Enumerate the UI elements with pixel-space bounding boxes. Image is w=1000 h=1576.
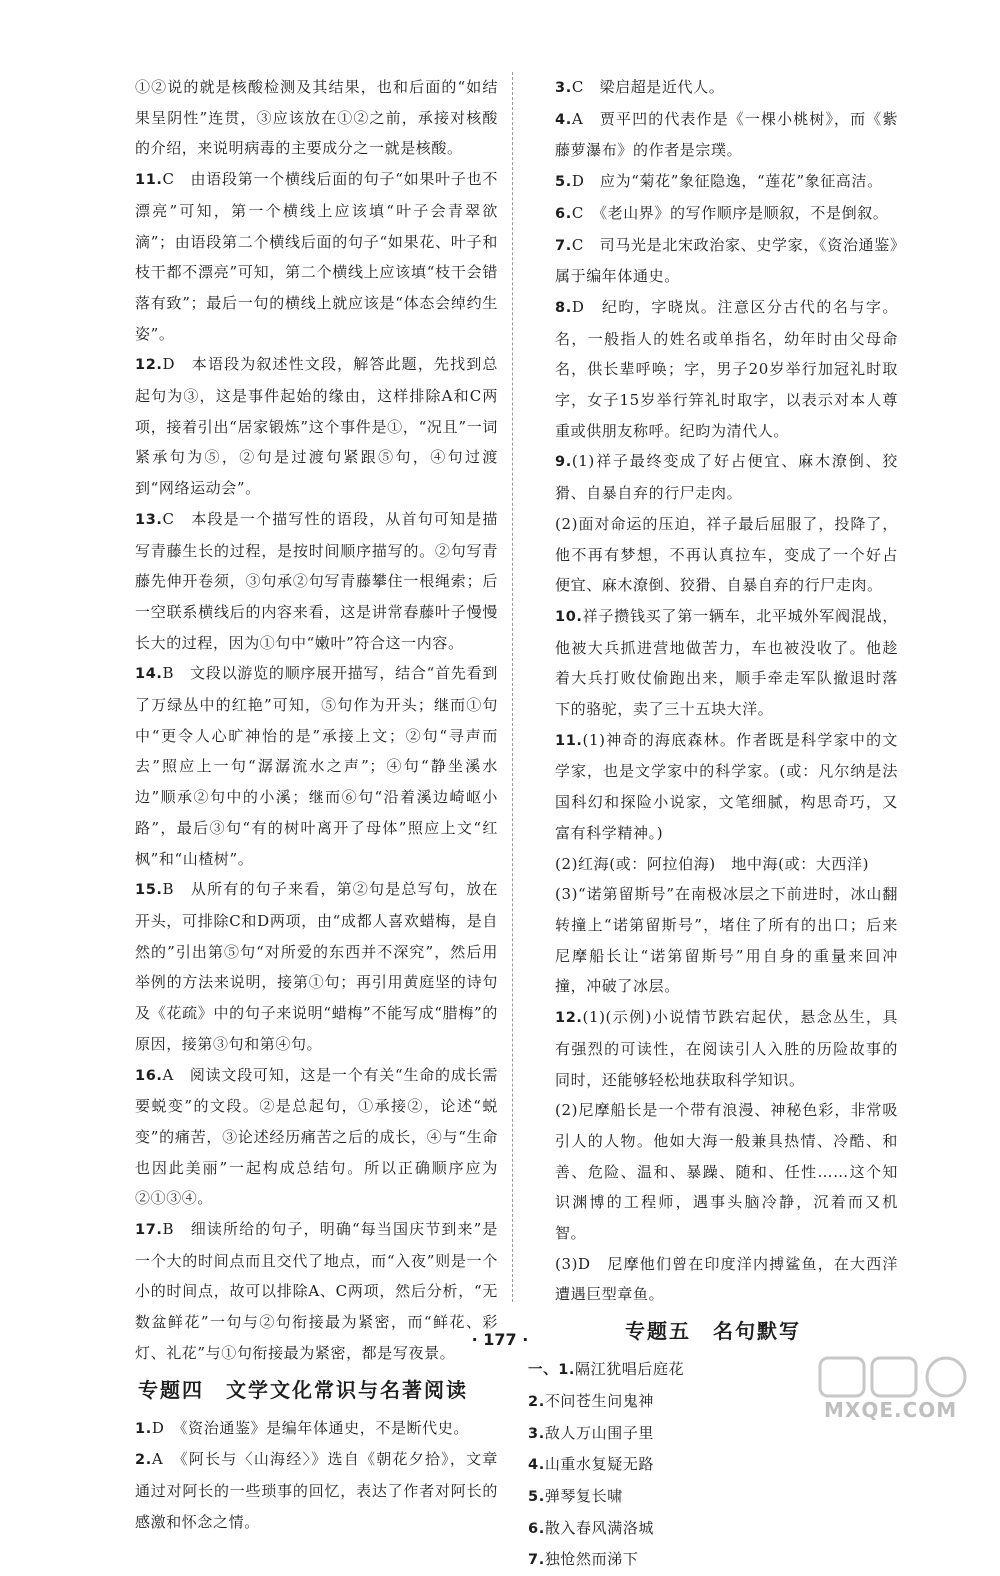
answer-number: 14.	[135, 666, 163, 683]
column-divider	[512, 72, 513, 1302]
answer-number: 5.	[555, 174, 572, 191]
left-column	[108, 72, 498, 1537]
answer-text: 山重水复疑无路	[544, 1455, 655, 1474]
answer-text: 弹琴复长啸	[544, 1486, 623, 1505]
answer-number: 6.	[555, 205, 572, 222]
answer-text: B 文段以游览的顺序展开描写，结合“首先看到了万绿丛中的红艳”可知，⑤句作为开头；继而①句中“更令人心旷神怡的是”承接上文；②句“寻声而去”照应上一句“潺潺流水之声”；④句“静坐溪水边”顺承②句中的小溪；继而⑥句“沿着溪边崎岖小路”，最后③句“有的树叶离开了母体”照应上文“红枫”和“山楂树”。	[135, 664, 498, 868]
answer-text: (1)祥子最终变成了好占便宜、麻木潦倒、狡猾、自暴自弃的行尸走肉。	[555, 452, 898, 503]
answer-text: 敌人万山围子里	[544, 1423, 655, 1442]
answer-number: 6.	[528, 1520, 545, 1537]
answer-text: 独怆然而涕下	[544, 1550, 639, 1569]
answer-text: C 《老山界》的写作顺序是顺叙，不是倒叙。	[571, 203, 889, 222]
answer-text: A 阅读文段可知，这是一个有关“生命的成长需要蜕变”的文段。②是总起句，①承接②，论述“蜕变”的痛苦，③论述经历痛苦之后的成长，④与“生命也因此美丽”一起构成总结句。所以正确顺序应为②①③④。	[135, 1065, 498, 1208]
recitation-item-4	[528, 1449, 898, 1481]
answer-number: 8.	[555, 299, 572, 316]
answer-item-5	[528, 166, 898, 198]
answer-number: 4.	[555, 111, 572, 128]
answer-text: 隔江犹唱后庭花	[575, 1360, 685, 1379]
right-column	[528, 72, 898, 1576]
answer-text: A 《阿长与〈山海经〉》选自《朝花夕拾》，文章通过对阿长的一些琐事的回忆，表达了作者对阿长的感激和怀念之情。	[135, 1450, 498, 1531]
answer-text: C 本段是一个描写性的语段，从首句可知是描写青藤生长的过程，是按时间顺序描写的。②句写青藤先伸开卷须，③句承②句写青藤攀住一根绳索；后一空联系横线后的内容来看，这是讲常春藤叶子慢慢长大的过程，因为①句中“嫩叶”符合这一内容。	[135, 509, 498, 652]
answer-item-12-right	[528, 1002, 898, 1310]
recitation-item-6	[528, 1513, 898, 1545]
section-4-item-1	[108, 1413, 498, 1445]
answer-number: 12.	[555, 1010, 583, 1027]
answer-text: 祥子攒钱买了第一辆车，北平城外军阀混战，他被大兵抓进营地做苦力，车也被没收了。他趁着大兵打败仗偷跑出来，顺手牵走军队撤退时落下的骆驼，卖了三十五块大洋。	[555, 606, 898, 719]
recitation-item-7	[528, 1544, 898, 1576]
watermark-logo	[812, 1354, 982, 1424]
answer-number: 13.	[135, 511, 163, 528]
answer-text: B 从所有的句子来看，第②句是总写句，放在开头，可排除C和D两项，由“成都人喜欢蜡梅，是自然的”引出第⑤句“对所爱的东西并不深究”，然后用举例的方法来说明，接第①句；再引用黄庭坚的诗句及《花疏》中的句子来说明“蜡梅”不能写成“腊梅”的原因，接第③句和第④句。	[135, 880, 498, 1053]
answer-item-8	[528, 292, 898, 447]
answer-number: 7.	[528, 1552, 545, 1569]
answer-subpart: (2)面对命运的压迫，祥子最后屈服了，投降了，他不再有梦想，不再认真拉车，变成了一个好占便宜、麻木潦倒、狡猾、自暴自弃的行尸走肉。	[555, 514, 898, 595]
answer-number: 2.	[135, 1452, 152, 1469]
answer-text: (1)(示例)小说情节跌宕起伏，悬念丛生，具有强烈的可读性，在阅读引人入胜的历险故事的同时，还能够轻松地获取科学知识。	[555, 1008, 898, 1089]
answer-item-4	[528, 104, 898, 166]
answer-subpart: (2)红海(或：阿拉伯海) 地中海(或：大西洋)	[555, 854, 870, 873]
answer-text: D 《资治通鉴》是编年体通史，不是断代史。	[151, 1418, 469, 1437]
answer-subpart: (2)尼摩船长是一个带有浪漫、神秘色彩，非常吸引人的人物。他如大海一般兼具热情、冷酷、和善、危险、温和、暴躁、随和、任性……这个知识渊博的工程师，遇事头脑冷静，沉着而又机智。	[555, 1101, 898, 1243]
answer-text: (1)神奇的海底森林。作者既是科学家中的文学家，也是文学家中的科学家。(或：凡尔纳是法国科幻和探险小说家，文笔细腻，构思奇巧，又富有科学精神。)	[555, 730, 898, 842]
answer-number: 11.	[135, 172, 163, 189]
answer-number: 4.	[528, 1457, 545, 1474]
answer-number: 2.	[528, 1393, 545, 1410]
answer-item-7	[528, 230, 898, 292]
continued-answer-text: ①②说的就是核酸检测及其结果，也和后面的“如结果呈阴性”连贯，③应该放在①②之前，承接对核酸的介绍，来说明病毒的主要成分之一就是核酸。	[135, 78, 498, 158]
answer-item-14	[108, 658, 498, 874]
answer-item-12	[108, 349, 498, 504]
answer-item-9	[528, 446, 898, 601]
answer-item-11	[108, 164, 498, 349]
answer-item-13	[108, 504, 498, 659]
watermark-url: MXQE.COM	[824, 1398, 958, 1422]
answer-item-6	[528, 198, 898, 230]
answer-text: D 本语段为叙述性文段，解答此题，先找到总起句为③，这是事件起始的缘由，这样排除A和C两项，接着引出“居家锻炼”这个事件是①，“况且”一词紧承句为⑤，②句是过渡句紧跟⑤句，④句过渡到“网络运动会”。	[135, 355, 498, 498]
answer-number: 9.	[555, 454, 572, 471]
answer-text: C 梁启超是近代人。	[571, 78, 725, 96]
answer-number: 3.	[555, 80, 572, 96]
answer-text: 散入春风满洛城	[544, 1518, 655, 1537]
answer-subpart: (3)“诺第留斯号”在南极冰层之下前进时，冰山翻转撞上“诺第留斯号”，堵住了所有的出口；后来尼摩船长让“诺第留斯号”用自身的重量来回冲撞，冲破了冰层。	[555, 885, 898, 996]
answer-item-10	[528, 601, 898, 725]
answer-number: 17.	[135, 1222, 163, 1239]
answer-number: 15.	[135, 882, 163, 899]
answer-text: A 贾平凹的代表作是《一棵小桃树》，而《紫藤萝瀑布》的作者是宗璞。	[555, 109, 898, 160]
answer-number: 12.	[135, 357, 163, 374]
answer-number: 5.	[528, 1488, 545, 1505]
answer-text: 不问苍生问鬼神	[544, 1391, 655, 1410]
answer-number: 10.	[555, 608, 583, 625]
page-number: · 177 ·	[471, 1330, 529, 1349]
answer-item-15	[108, 874, 498, 1059]
answer-subpart: (3)D 尼摩他们曾在印度洋内搏鲨鱼，在大西洋遭遇巨型章鱼。	[555, 1254, 898, 1304]
section-5-title: 专题五 名句默写	[625, 1319, 801, 1344]
answer-number: 11.	[555, 732, 583, 749]
section-4-item-2	[108, 1444, 498, 1537]
answer-number: 7.	[555, 237, 572, 254]
answer-item-3	[528, 72, 898, 104]
answer-text: B 细读所给的句子，明确“每当国庆节到来”是一个大的时间点而且交代了地点，而“入夜”则是一个小的时间点，故可以排除A、C两项，然后分析，“无数盆鲜花”一句与②句衔接最为紧密，而“鲜花、彩灯、礼花”与①句衔接最为紧密，都是写夜景。	[135, 1220, 498, 1362]
watermark-logo-icon	[812, 1354, 982, 1400]
answer-number: 一、1.	[528, 1362, 575, 1379]
section-4-title: 专题四 文学文化常识与名著阅读	[138, 1377, 468, 1402]
answer-number: 3.	[528, 1425, 545, 1442]
answer-item-11-right	[528, 725, 898, 1002]
answer-number: 16.	[135, 1067, 163, 1084]
answer-text: C 由语段第一个横线后面的句子“如果叶子也不漂亮”可知，第一个横线上应该填“叶子会青翠欲滴”；由语段第二个横线后面的句子“如果花、叶子和枝干都不漂亮”可知，第二个横线上应该填“枝干会错落有致”；最后一句的横线上就应该是“体态会绰约生姿”。	[135, 170, 498, 343]
answer-item-16	[108, 1060, 498, 1215]
answer-text: D 纪昀，字晓岚。注意区分古代的名与字。名，一般指人的姓名或单指名，幼年时由父母命名，供长辈呼唤；字，男子20岁举行加冠礼时取字，女子15岁举行笄礼时取字，以表示对本人尊重或供朋友称呼。纪昀为清代人。	[555, 297, 898, 440]
answer-text: D 应为“菊花”象征隐逸，“莲花”象征高洁。	[571, 172, 883, 191]
recitation-item-5	[528, 1481, 898, 1513]
answer-text: C 司马光是北宋政治家、史学家，《资治通鉴》属于编年体通史。	[555, 235, 898, 286]
answer-number: 1.	[135, 1420, 152, 1437]
